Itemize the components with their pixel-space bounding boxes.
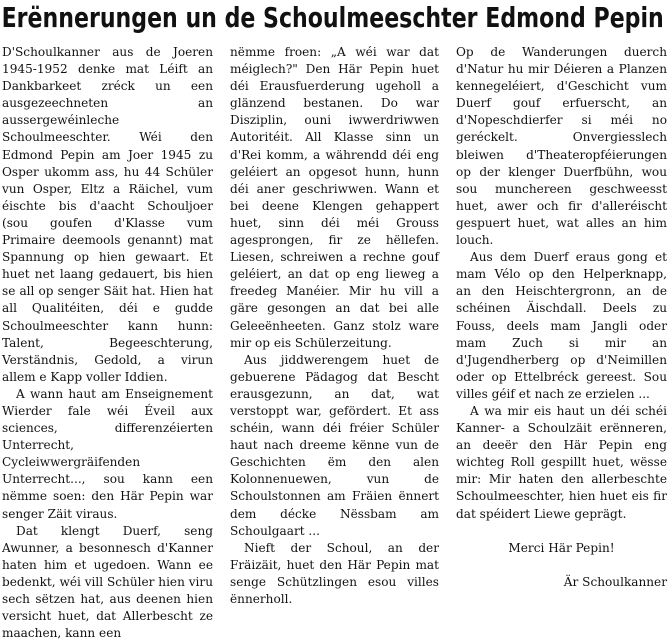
paragraph: A wa mir eis haut un déi schéi Kanner- a Schoulzäit erënneren, an deeër den Här Pepin eng wichteg Roll gespillt huet, wësse mir: Mir haten den allerbeschte Schoulmeeschter, hien huet eis fir dat spéidert Liewe geprägt. [456,403,667,521]
article-headline: Erënnerungen un de Schoulmeeschter Edmond Pepin [1,1,664,34]
paragraph: Dat klengt Duerf, seng Awunner, a besonnesch d'Kanner haten him et ugedoen. Wann ee bedenkt, wéi vill Schüler hien viru sech sëtzen hat, aus deenen hien versicht huet, dat Allerbescht ze maachen, kann een [2,523,213,641]
article-column-3 [456,44,667,589]
article-column-1 [2,44,213,641]
paragraph: Nieft der Schoul, an der Fräizäit, huet den Här Pepin mat senge Schützlingen esou villes ënnerholl. [230,540,439,606]
article-column-2 [230,44,439,606]
closing-thanks: Merci Här Pepin! [508,540,615,555]
signature: Är Schoulkanner [563,574,667,589]
paragraph: Aus jiddwerengem huet de gebuerene Pädagog dat Bescht erausgezunn, an dat, wat verstoppt war, gefördert. Et ass schéin, wann déi fréier Schüler haut nach dreeme kënne vun de Geschichten ëm den alen Kolonnenuewen, vun de Schoulstonnen am Fräien ënnert dem décke Nëssbam am Schoulgaart ... [230,352,439,538]
paragraph: D'Schoulkanner aus de Joeren 1945-1952 denke mat Léift an Dankbarkeet zréck un een ausgezeechneten an aussergewéinleche Schoulmeeschter. Wéi den Edmond Pepin am Joer 1945 zu Osper ukomm ass, hu 44 Schüler vun Osper, Eltz a Räichel, vum éischte bis d'aacht Schouljoer (sou goufen d'Klasse vum Primaire deemools genannt) mat Spannung op hien gewaart. Et huet net laang gedauert, bis hien se all op senger Säit hat. Hien hat all Qualitéiten, déi e gudde Schoulmeeschter kann hunn: Talent, Begeeschterung, Verständnis, Gedold, a virun allem e Kapp voller Iddien. [2,45,213,384]
paragraph: Aus dem Duerf eraus gong et mam Vélo op den Helperknapp, an den Heischtergronn, an de schéinen Äischdall. Deels zu Fouss, deels mam Jangli oder mam Zuch si mir an d'Jugendherberg op d'Neimillen oder op Ettelbréck gereest. Sou villes géif et nach ze erzielen ... [456,250,667,401]
paragraph: Op de Wanderungen duerch d'Natur hu mir Déieren a Planzen kennegeléiert, d'Geschicht vum Duerf gouf erfuerscht, an d'Nopeschdierfer si méi no geréckelt. Onvergiesslech bleiwen d'Theateropféierungen op der klenger Duerfbühn, wou sou munchereen geschweesst huet, awer och fir d'alleréischt gespuert huet, wat alles an him louch. [456,45,667,248]
paragraph: nëmme froen: „A wéi war dat méiglech?" Den Här Pepin huet déi Erausfuerderung ugeholl a glänzend bestanen. Do war Disziplin, ouni iwwerdriwwen Autoritéit. All Klasse sinn un d'Rei komm, a währendd déi eng geléiert an opgesot hunn, hunn déi aner geschriwwen. Wann et bei deene Klengen gehappert huet, sinn déi méi Grouss agesprongen, fir ze hëllefen. Liesen, schreiwen a rechne gouf geléiert, an dat op eng lieweg a freedeg Manéier. Mir hu vill a gäre gesongen an dat bei alle Geleeënheeten. Ganz stolz ware mir op eis Schülerzeitung. [230,45,439,350]
paragraph: A wann haut am Enseignement Wierder fale wéi Éveil aux sciences, differenzéierten Unterrecht, Cycleiwwergräifenden Unterrecht..., sou kann een nëmme soen: den Här Pepin war senger Zäit viraus. [2,386,213,521]
